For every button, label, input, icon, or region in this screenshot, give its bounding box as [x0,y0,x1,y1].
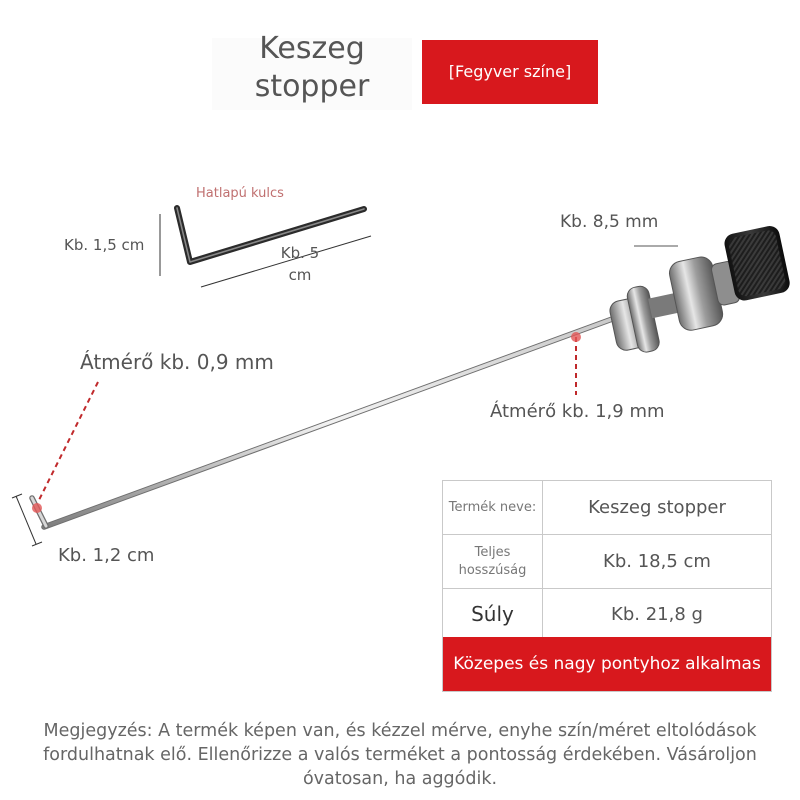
base-diameter-label: Átmérő kb. 1,9 mm [490,401,665,422]
hex-key-label: Hatlapú kulcs [196,186,284,201]
spec-row-name [443,481,771,535]
color-badge: [Fegyver színe] [422,40,598,104]
knob-width-label: Kb. 8,5 mm [560,212,659,232]
hex-key-icon [177,208,364,262]
suitability-banner: Közepes és nagy pontyhoz alkalmas [443,637,771,691]
tip-marker [32,503,42,513]
spec-key: Súly [443,589,543,639]
hex-key-length-label: Kb. 5 cm [280,244,320,284]
base-marker [571,332,581,342]
spec-row-weight [443,589,771,639]
spec-value: Kb. 21,8 g [611,603,703,625]
hook-length-label: Kb. 1,2 cm [58,545,155,566]
product-title: Keszeg stopper [254,31,370,104]
disclaimer-note: Megjegyzés: A termék képen van, és kézzel mérve, enyhe szín/méret eltolódások fordulhatnak elő. Ellenőrizze a valós terméket a pontosság érdekében. Vásároljon óvatosan, ha aggódik. [43,721,757,789]
spec-row-length [443,535,771,589]
spec-key: Teljes hosszúság [443,535,543,588]
spec-table [442,480,772,692]
tip-diameter-leader [38,382,98,502]
spec-key: Termék neve: [443,481,543,534]
spec-value: Keszeg stopper [588,497,726,518]
spec-value: Kb. 18,5 cm [603,551,711,572]
tip-diameter-label: Átmérő kb. 0,9 mm [80,350,274,374]
hex-key-height-label: Kb. 1,5 cm [64,236,145,254]
